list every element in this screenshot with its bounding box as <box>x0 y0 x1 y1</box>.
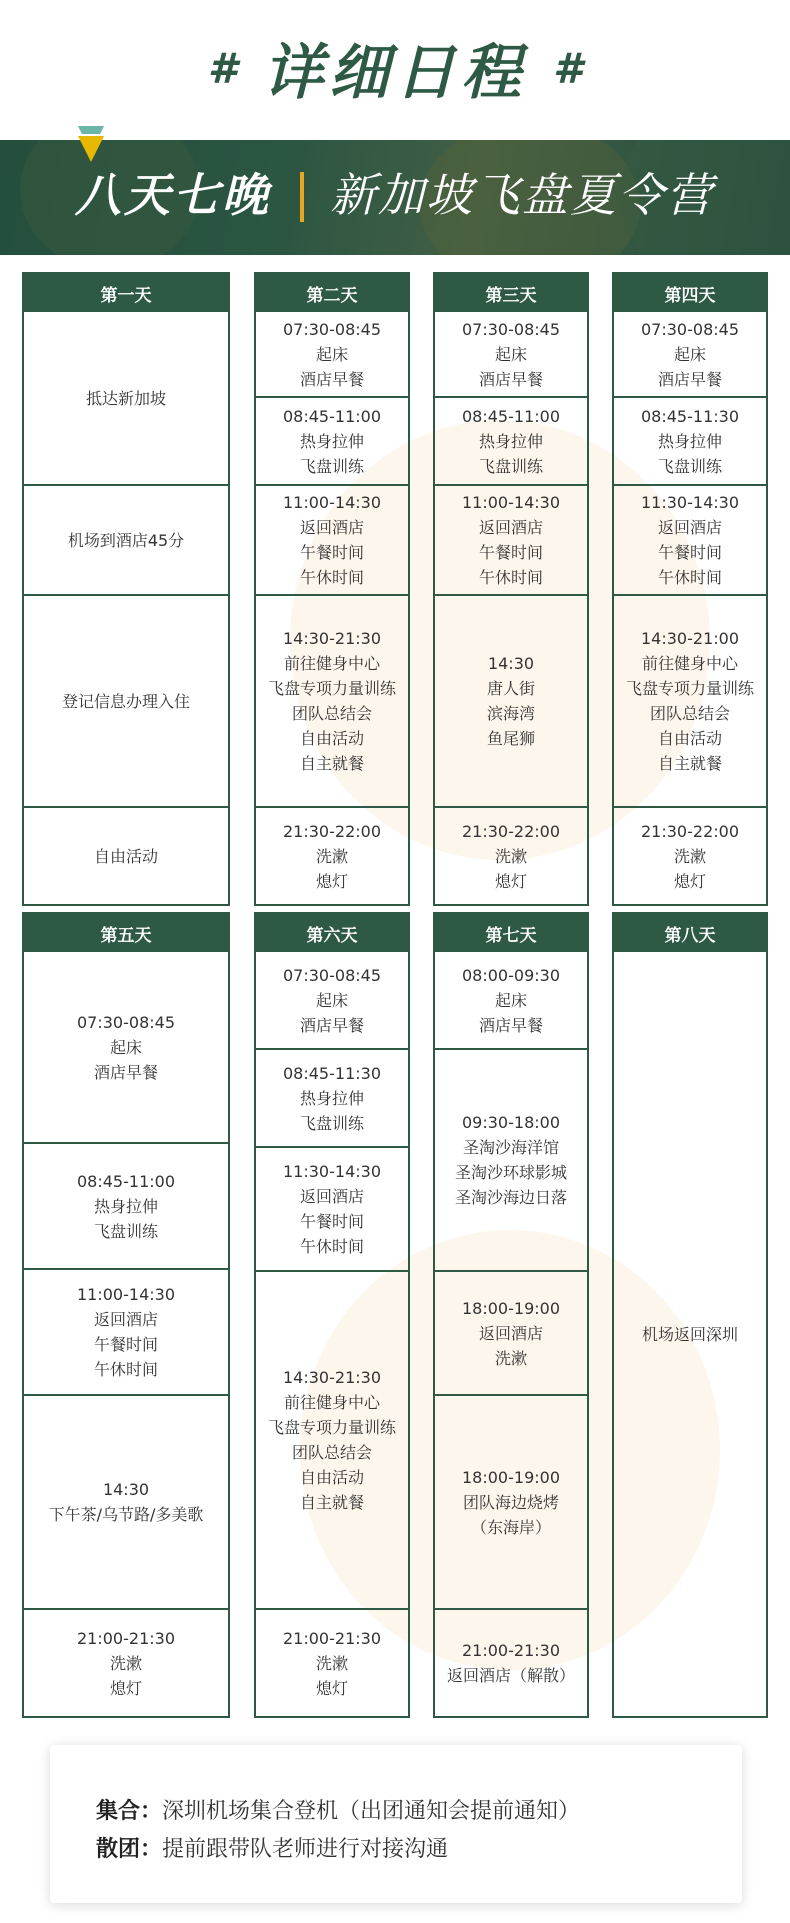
schedule-cell: 08:45-11:00 热身拉伸 飞盘训练 <box>24 1142 228 1268</box>
schedule-cell: 14:30-21:00 前往健身中心 飞盘专项力量训练 团队总结会 自由活动 自主就餐 <box>614 594 766 806</box>
schedule-cell: 14:30-21:30 前往健身中心 飞盘专项力量训练 团队总结会 自由活动 自主就餐 <box>256 1270 408 1608</box>
gather-info <box>96 1793 742 1831</box>
schedule-cell: 11:00-14:30 返回酒店 午餐时间 午休时间 <box>256 484 408 594</box>
info-card <box>50 1745 742 1903</box>
schedule-cell: 自由活动 <box>24 806 228 904</box>
hash-left-icon: # <box>207 43 237 93</box>
day-header: 第五天 <box>24 914 228 952</box>
day-header: 第六天 <box>256 914 408 952</box>
schedule-cell: 21:30-22:00 洗漱 熄灯 <box>256 806 408 904</box>
day-column <box>612 912 768 1718</box>
day-header: 第七天 <box>435 914 587 952</box>
disband-text: 提前跟带队老师进行对接沟通 <box>162 1837 449 1862</box>
schedule-cell: 21:00-21:30 洗漱 熄灯 <box>256 1608 408 1716</box>
schedule-cell: 09:30-18:00 圣淘沙海洋馆 圣淘沙环球影城 圣淘沙海边日落 <box>435 1048 587 1270</box>
day-header: 第二天 <box>256 274 408 312</box>
day-column <box>22 272 230 906</box>
schedule-cell: 08:45-11:00 热身拉伸 飞盘训练 <box>256 396 408 484</box>
day-column <box>22 912 230 1718</box>
day-column <box>612 272 768 906</box>
day-header: 第四天 <box>614 274 766 312</box>
schedule-cell: 08:45-11:30 热身拉伸 飞盘训练 <box>614 396 766 484</box>
day-column <box>254 912 410 1718</box>
title-banner <box>0 140 790 255</box>
schedule-cell: 08:45-11:00 热身拉伸 飞盘训练 <box>435 396 587 484</box>
disband-label: 散团： <box>96 1837 163 1862</box>
schedule-cell: 21:30-22:00 洗漱 熄灯 <box>435 806 587 904</box>
day-header: 第一天 <box>24 274 228 312</box>
schedule-cell: 21:30-22:00 洗漱 熄灯 <box>614 806 766 904</box>
schedule-cell: 11:30-14:30 返回酒店 午餐时间 午休时间 <box>256 1146 408 1270</box>
schedule-cell: 08:45-11:30 热身拉伸 飞盘训练 <box>256 1048 408 1146</box>
hash-right-icon: # <box>553 43 583 93</box>
schedule-cell: 18:00-19:00 团队海边烧烤 （东海岸） <box>435 1394 587 1608</box>
schedule-cell: 18:00-19:00 返回酒店 洗漱 <box>435 1270 587 1394</box>
schedule-cell: 14:30 下午茶/乌节路/多美歌 <box>24 1394 228 1608</box>
day-column <box>254 272 410 906</box>
day-header: 第八天 <box>614 914 766 952</box>
schedule-cell: 21:00-21:30 洗漱 熄灯 <box>24 1608 228 1716</box>
banner-title-right: 新加坡飞盘夏令营 <box>330 168 714 222</box>
schedule-cell: 07:30-08:45 起床 酒店早餐 <box>77 1012 175 1082</box>
schedule-cell: 11:30-14:30 返回酒店 午餐时间 午休时间 <box>614 484 766 594</box>
schedule-cell: 07:30-08:45 起床 酒店早餐 <box>462 319 560 389</box>
schedule-cell: 08:00-09:30 起床 酒店早餐 <box>462 965 560 1035</box>
schedule-cell: 07:30-08:45 起床 酒店早餐 <box>641 319 739 389</box>
page-title <box>0 28 790 108</box>
day-header: 第三天 <box>435 274 587 312</box>
schedule-cell: 14:30 唐人街 滨海湾 鱼尾狮 <box>435 594 587 806</box>
schedule-cell: 抵达新加坡 <box>85 388 166 408</box>
gather-text: 深圳机场集合登机（出团通知会提前通知） <box>162 1799 581 1824</box>
schedule-cell: 07:30-08:45 起床 酒店早餐 <box>283 965 381 1035</box>
schedule-cell: 11:00-14:30 返回酒店 午餐时间 午休时间 <box>435 484 587 594</box>
schedule-cell: 14:30-21:30 前往健身中心 飞盘专项力量训练 团队总结会 自由活动 自主就餐 <box>256 594 408 806</box>
day-column <box>433 272 589 906</box>
disband-info <box>96 1831 742 1869</box>
page-title-text: 详细日程 <box>263 38 527 108</box>
schedule-cell: 11:00-14:30 返回酒店 午餐时间 午休时间 <box>24 1268 228 1394</box>
gather-label: 集合： <box>96 1799 163 1824</box>
schedule-cell: 21:00-21:30 返回酒店（解散） <box>435 1608 587 1716</box>
schedule-cell: 登记信息办理入住 <box>24 594 228 806</box>
schedule-cell: 07:30-08:45 起床 酒店早餐 <box>283 319 381 389</box>
schedule-cell: 机场返回深圳 <box>641 1324 738 1344</box>
day-column <box>433 912 589 1718</box>
banner-title-left: 八天七晚 <box>75 168 271 222</box>
schedule-cell: 机场到酒店45分 <box>24 484 228 594</box>
banner-marker-icon <box>78 126 104 162</box>
banner-divider <box>300 172 304 222</box>
